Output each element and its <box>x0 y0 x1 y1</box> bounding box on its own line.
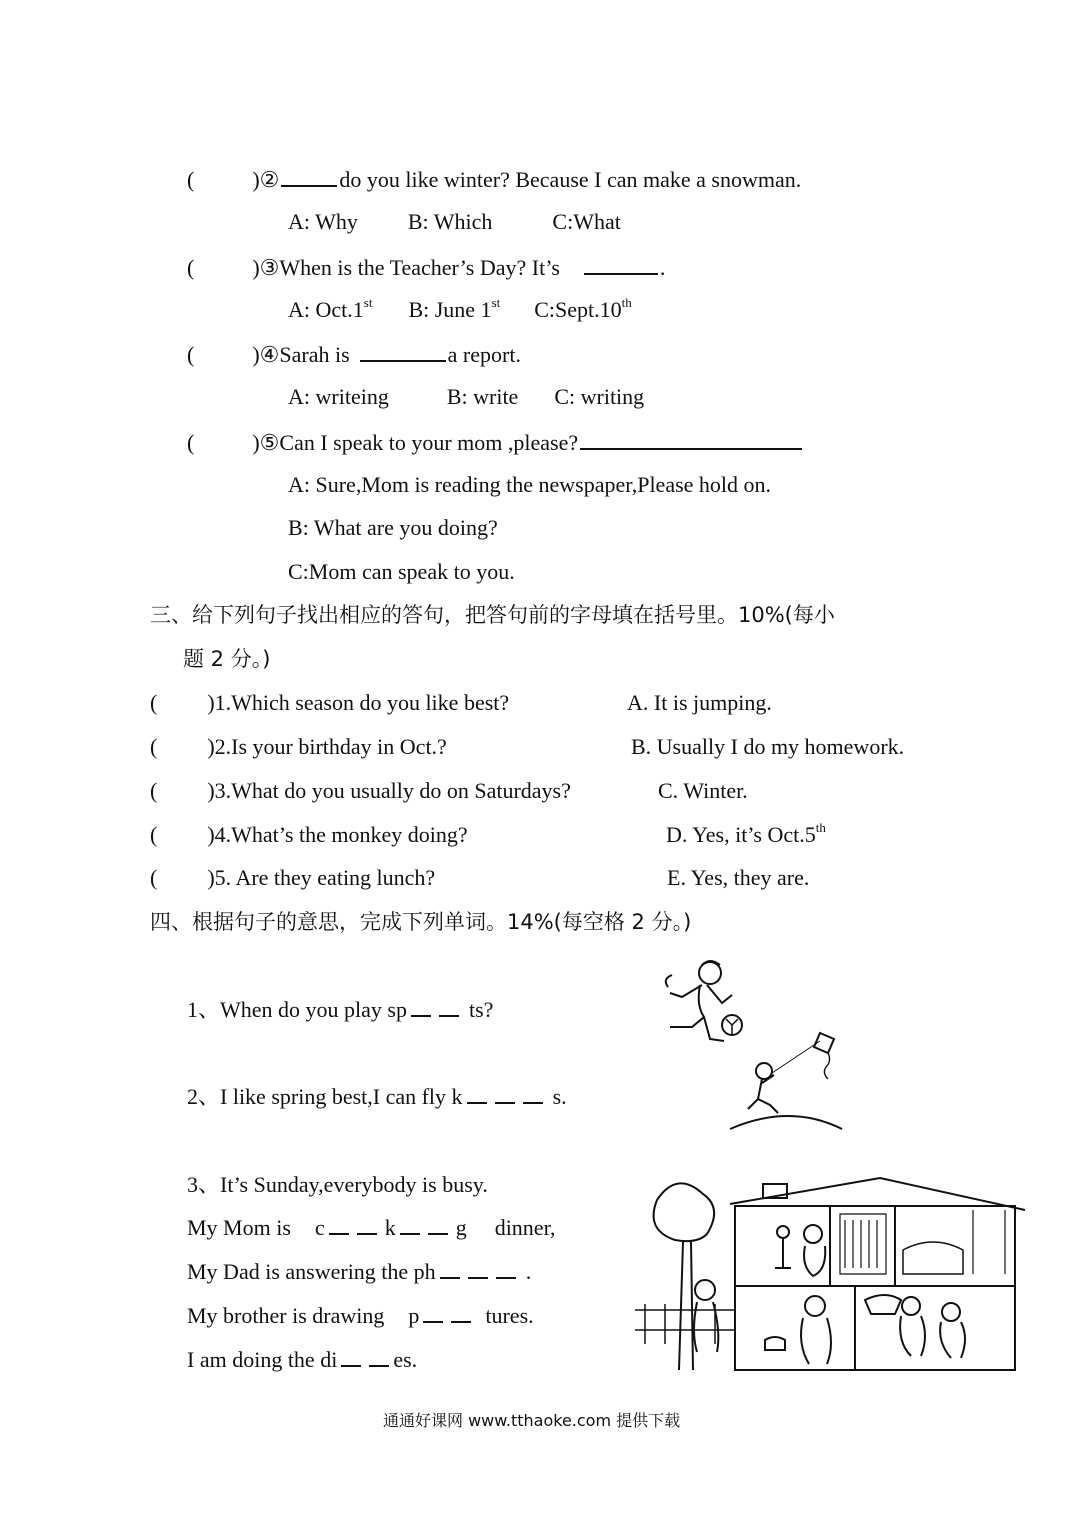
match-question: )1.Which season do you like best? <box>207 690 510 715</box>
question-text: Sarah is <box>279 342 350 367</box>
kite-boy-illustration <box>728 1025 848 1135</box>
answer-blank <box>281 165 337 187</box>
question-text: a report. <box>447 342 521 367</box>
letter-blank <box>440 1259 460 1279</box>
q5-line <box>187 428 804 456</box>
match-answer: B. Usually I do my homework. <box>631 734 905 759</box>
answer-paren-open: ( <box>187 430 195 455</box>
letter-blank <box>523 1084 543 1104</box>
word-q1: 1、When do you play sp ts? <box>187 997 494 1022</box>
answer-blank <box>360 340 446 362</box>
option-b: B: June 1st <box>408 295 501 322</box>
letter-blank <box>411 997 431 1017</box>
answer-paren-open: ( <box>187 167 195 192</box>
letter-blank <box>341 1347 361 1367</box>
letter-blank <box>439 997 459 1017</box>
letter-blank <box>495 1084 515 1104</box>
option-a: A: Sure,Mom is reading the newspaper,Please hold on. <box>288 472 772 497</box>
match-row: ( )3.What do you usually do on Saturdays? <box>150 778 571 803</box>
match-row: ( )2.Is your birthday in Oct.? <box>150 734 447 759</box>
option-a: A: Oct.1st <box>288 295 373 322</box>
house-family-illustration <box>635 1170 1030 1380</box>
option-a: A: writeing <box>288 384 389 409</box>
letter-blank <box>357 1215 377 1235</box>
q3-line: ( )③When is the Teacher’s Day? It’s . <box>187 255 666 280</box>
match-answer: E. Yes, they are. <box>667 865 810 890</box>
match-question: )5. Are they eating lunch? <box>207 865 436 890</box>
word-q3-dad: My Dad is answering the ph . <box>187 1259 532 1284</box>
match-row: ( )1.Which season do you like best? <box>150 690 510 715</box>
q2-line <box>187 165 801 193</box>
q4-options <box>288 384 644 410</box>
match-question: )2.Is your birthday in Oct.? <box>207 734 447 759</box>
question-text: When is the Teacher’s Day? It’s <box>279 255 560 280</box>
match-question: )4.What’s the monkey doing? <box>207 822 468 847</box>
q3-options <box>288 297 632 323</box>
match-answer: C. Winter. <box>658 778 748 803</box>
letter-blank <box>400 1215 420 1235</box>
match-answer: A. It is jumping. <box>627 690 772 715</box>
q4-line <box>187 340 521 368</box>
q2-options <box>288 209 621 235</box>
answer-blank <box>580 428 802 450</box>
word-q3-me: I am doing the di es. <box>187 1347 418 1372</box>
option-c: C:Mom can speak to you. <box>288 559 515 584</box>
option-c: C:Sept.10th <box>534 295 632 322</box>
answer-blank <box>584 253 658 275</box>
match-answer: D. Yes, it’s Oct.5th <box>666 820 826 847</box>
word-q3-mom: My Mom is c k g dinner, <box>187 1215 556 1240</box>
question-number: )③ <box>252 255 280 280</box>
option-a: A: Why <box>288 209 358 234</box>
answer-paren-open: ( <box>187 342 195 367</box>
option-b: B: Which <box>407 209 493 234</box>
letter-blank <box>329 1215 349 1235</box>
word-q2: 2、I like spring best,I can fly k s. <box>187 1084 567 1109</box>
letter-blank <box>467 1084 487 1104</box>
question-number: )⑤ <box>252 430 280 455</box>
section-4-heading: 四、根据句子的意思，完成下列单词。14%(每空格 2 分。) <box>150 910 692 934</box>
match-question: )3.What do you usually do on Saturdays? <box>207 778 571 803</box>
letter-blank <box>496 1259 516 1279</box>
section-3-heading: 三、给下列句子找出相应的答句，把答句前的字母填在括号里。10%(每小 <box>150 603 835 627</box>
section-3-heading-cont: 题 2 分。) <box>183 647 271 671</box>
match-row: ( )5. Are they eating lunch? <box>150 865 436 890</box>
question-number: )④ <box>252 342 280 367</box>
letter-blank <box>451 1303 471 1323</box>
letter-blank <box>428 1215 448 1235</box>
option-c: C: writing <box>554 384 645 409</box>
option-b: B: write <box>446 384 519 409</box>
question-text: Can I speak to your mom ,please? <box>279 430 579 455</box>
letter-blank <box>423 1303 443 1323</box>
option-b: B: What are you doing? <box>288 515 498 540</box>
letter-blank <box>468 1259 488 1279</box>
question-text: do you like winter? Because I can make a snowman. <box>339 167 802 192</box>
option-c: C:What <box>552 209 621 234</box>
letter-blank <box>369 1347 389 1367</box>
word-q3-intro: 3、It’s Sunday,everybody is busy. <box>187 1172 488 1197</box>
answer-paren-open: ( <box>187 255 195 280</box>
match-row: ( )4.What’s the monkey doing? <box>150 822 468 847</box>
footer-text: 通通好课网 www.tthaoke.com 提供下载 <box>383 1411 681 1430</box>
question-number: )② <box>252 167 280 192</box>
word-q3-brother: My brother is drawing p tures. <box>187 1303 534 1328</box>
